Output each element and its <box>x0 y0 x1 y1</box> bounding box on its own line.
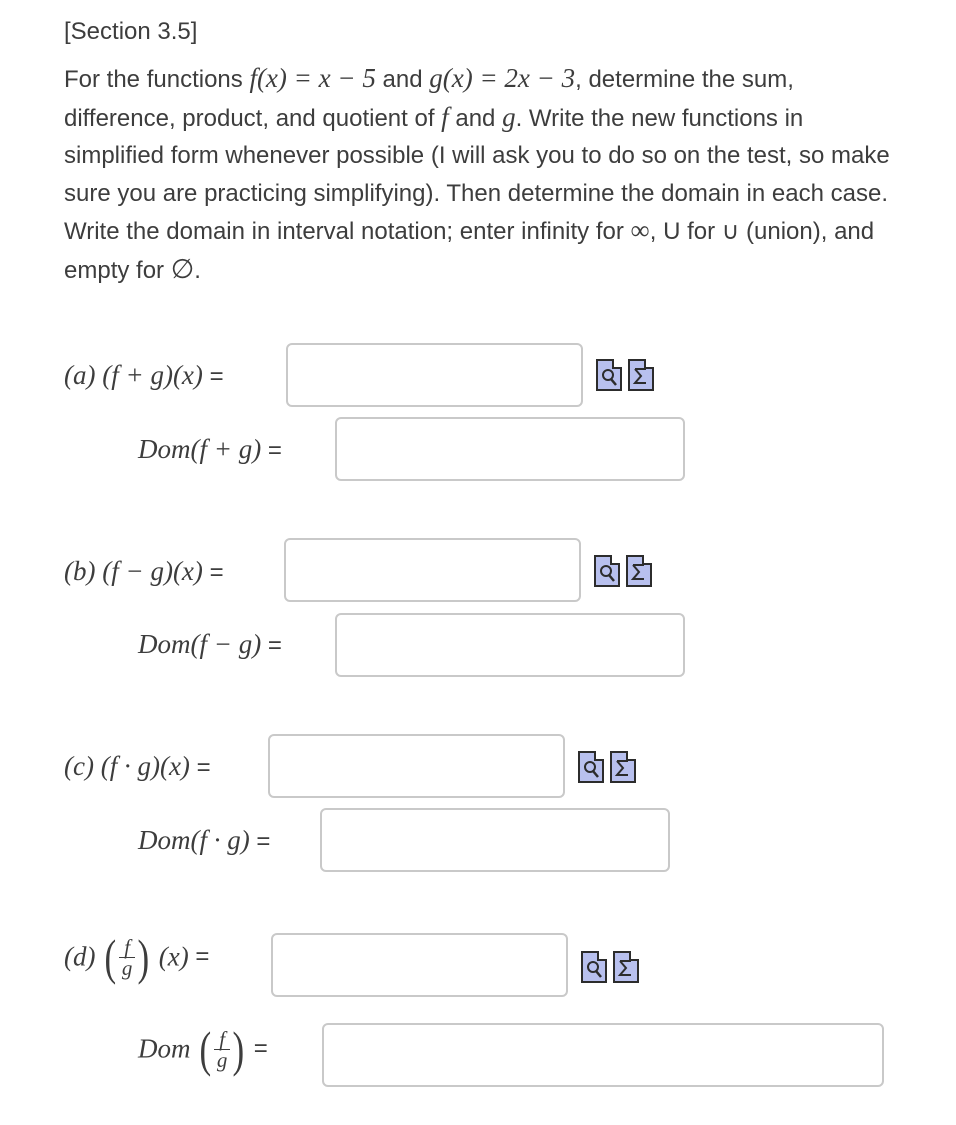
problem-prompt: For the functions f(x) = x − 5 and g(x) = 2x − 3, determine the sum, difference, product, and quotient of f and g. Write the new functions in simplified form whenever possible (I will ask you to do so on the test, so make sure you are practicing simplifying). Then determine the domain in each case. Write the domain in interval notation; enter infinity for ∞, U for ∪ (union), and empty for ∅. <box>64 63 890 284</box>
part-b-label: (b) (f − g)(x) = <box>64 556 224 586</box>
part-a-label: (a) (f + g)(x) = <box>64 360 224 390</box>
quotient-function-field[interactable] <box>273 935 566 995</box>
equation-editor-icon[interactable] <box>626 555 652 587</box>
part-d-label: (d) ( $\frac{f}{g}$ ) (x) = <box>64 929 210 985</box>
union-symbol: ∪ <box>721 218 740 246</box>
part-c-label: (c) (f · g)(x) = <box>64 751 211 781</box>
product-domain-input[interactable] <box>320 808 670 872</box>
part-b-tools <box>594 555 652 587</box>
section-label: [Section 3.5] <box>64 18 198 45</box>
product-function-field[interactable] <box>270 736 563 796</box>
difference-function-field[interactable] <box>286 540 579 600</box>
sum-function-input[interactable] <box>286 343 583 407</box>
product-function-input[interactable] <box>268 734 565 798</box>
preview-icon[interactable] <box>578 751 604 783</box>
part-c-tools <box>578 751 636 783</box>
product-domain-field[interactable] <box>322 810 668 870</box>
preview-icon[interactable] <box>594 555 620 587</box>
part-b-domain-label: Dom(f − g) = <box>138 629 282 659</box>
preview-icon[interactable] <box>581 951 607 983</box>
part-c-domain-label: Dom(f · g) = <box>138 825 271 855</box>
difference-function-input[interactable] <box>284 538 581 602</box>
part-d-domain-label: Dom ( $\frac{f}{g}$ ) = <box>138 1021 268 1077</box>
preview-icon[interactable] <box>596 359 622 391</box>
sum-function-field[interactable] <box>288 345 581 405</box>
quotient-function-input[interactable] <box>271 933 568 997</box>
equation-editor-icon[interactable] <box>628 359 654 391</box>
difference-domain-input[interactable] <box>335 613 685 677</box>
part-a-tools <box>596 359 654 391</box>
quotient-domain-input[interactable] <box>322 1023 884 1087</box>
part-a-domain-label: Dom(f + g) = <box>138 434 282 464</box>
empty-set-symbol: ∅ <box>170 253 195 284</box>
equation-editor-icon[interactable] <box>610 751 636 783</box>
sum-domain-field[interactable] <box>337 419 683 479</box>
sum-domain-input[interactable] <box>335 417 685 481</box>
equation-editor-icon[interactable] <box>613 951 639 983</box>
difference-domain-field[interactable] <box>337 615 683 675</box>
infinity-symbol: ∞ <box>630 215 650 246</box>
quotient-domain-field[interactable] <box>324 1025 882 1085</box>
part-d-tools <box>581 951 639 983</box>
f-definition: f(x) = x − 5 <box>249 63 376 93</box>
g-definition: g(x) = 2x − 3 <box>429 63 576 93</box>
